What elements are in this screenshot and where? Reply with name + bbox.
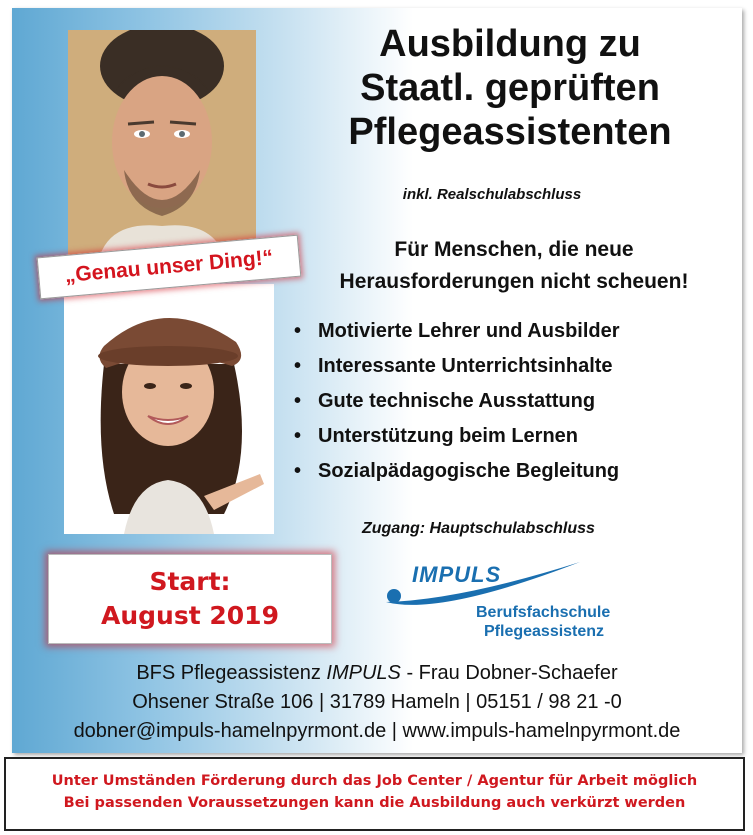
photo-woman [64, 284, 274, 534]
logo-name: IMPULS [412, 562, 502, 587]
contact-address: Ohsener Straße 106 | 31789 Hameln | 05151 / 98 21 -0 [132, 691, 622, 713]
contact-line1: BFS Pflegeassistenz IMPULS - Frau Dobner-Schaefer [136, 662, 618, 684]
list-item: • Gute technische Ausstattung [294, 386, 620, 421]
photo-man [68, 30, 256, 262]
list-item: • Motivierte Lehrer und Ausbilder [294, 316, 620, 351]
tagline-line2: Herausforderungen nicht scheuen! [339, 270, 689, 293]
headline-line1: Ausbildung zu [379, 23, 641, 65]
notice-line1: Unter Umständen Förderung durch das Job Center / Agentur für Arbeit möglich [51, 773, 698, 789]
funding-notice [4, 757, 745, 831]
tagline-line1: Für Menschen, die neue [394, 238, 634, 261]
list-item: • Sozialpädagogische Begleitung [294, 456, 620, 491]
headline-line3: Pflegeassistenten [348, 111, 672, 153]
bullet-icon: • [294, 355, 302, 377]
headline-line2: Staatl. geprüften [360, 67, 660, 109]
benefits-list [294, 316, 620, 491]
notice-line2: Bei passenden Voraussetzungen kann die Ausbildung auch verkürzt werden [63, 795, 686, 811]
start-box [48, 554, 332, 644]
headline-subtitle: inkl. Realschulabschluss [402, 186, 582, 203]
bullet-icon: • [294, 390, 302, 412]
list-item: • Unterstützung beim Lernen [294, 421, 620, 456]
logo-line1: Berufsfachschule [476, 604, 611, 621]
quote-badge: „Genau unser Ding!“ [37, 235, 302, 300]
flyer [12, 8, 742, 753]
impuls-logo [380, 556, 620, 656]
contact-web: dobner@impuls-hamelnpyrmont.de | www.impuls-hamelnpyrmont.de [73, 720, 681, 742]
start-label: Start: [149, 567, 231, 596]
requirement-text: Zugang: Hauptschulabschluss [362, 520, 595, 537]
bullet-icon: • [294, 460, 302, 482]
bullet-icon: • [294, 425, 302, 447]
start-date: August 2019 [101, 601, 279, 630]
logo-line2: Pflegeassistenz [484, 623, 605, 640]
bullet-icon: • [294, 320, 302, 342]
list-item: • Interessante Unterrichtsinhalte [294, 351, 620, 386]
